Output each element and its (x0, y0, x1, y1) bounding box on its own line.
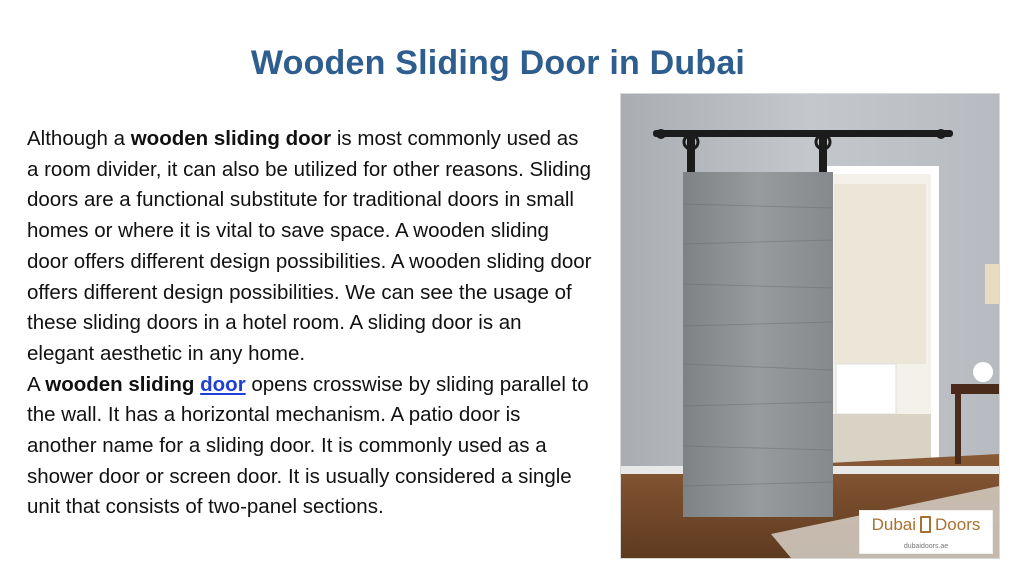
paragraph-2: A wooden sliding door opens crosswise by sliding parallel to the wall. It has a horizontal mechanism. A patio door is another name for a sliding door. It is commonly used as a shower door or screen door. It is usually considered a single unit that consists of two-panel sections. (27, 372, 589, 519)
door-photo (620, 93, 1000, 559)
door-icon (920, 516, 931, 533)
bold-phrase: wooden sliding door (130, 127, 332, 150)
bold-phrase: wooden sliding (45, 372, 195, 396)
door-link[interactable]: door (200, 372, 246, 396)
dubai-doors-logo: Dubai Doors dubaidoors.ae (859, 510, 993, 554)
paragraph-1: Although a wooden sliding door is most commonly used as a room divider, it can also be utilized for other reasons. Sliding doors are a functional substitute for traditional doors in small homes or where it is vital to save space. A wooden sliding door offers different design possibilities. A wooden sliding door offers different design possibilities. We can see the usage of these sliding doors in a hotel room. A sliding door is an elegant aesthetic in any home. (27, 127, 592, 365)
body-text (27, 124, 592, 523)
page-title: Wooden Sliding Door in Dubai (250, 44, 746, 82)
